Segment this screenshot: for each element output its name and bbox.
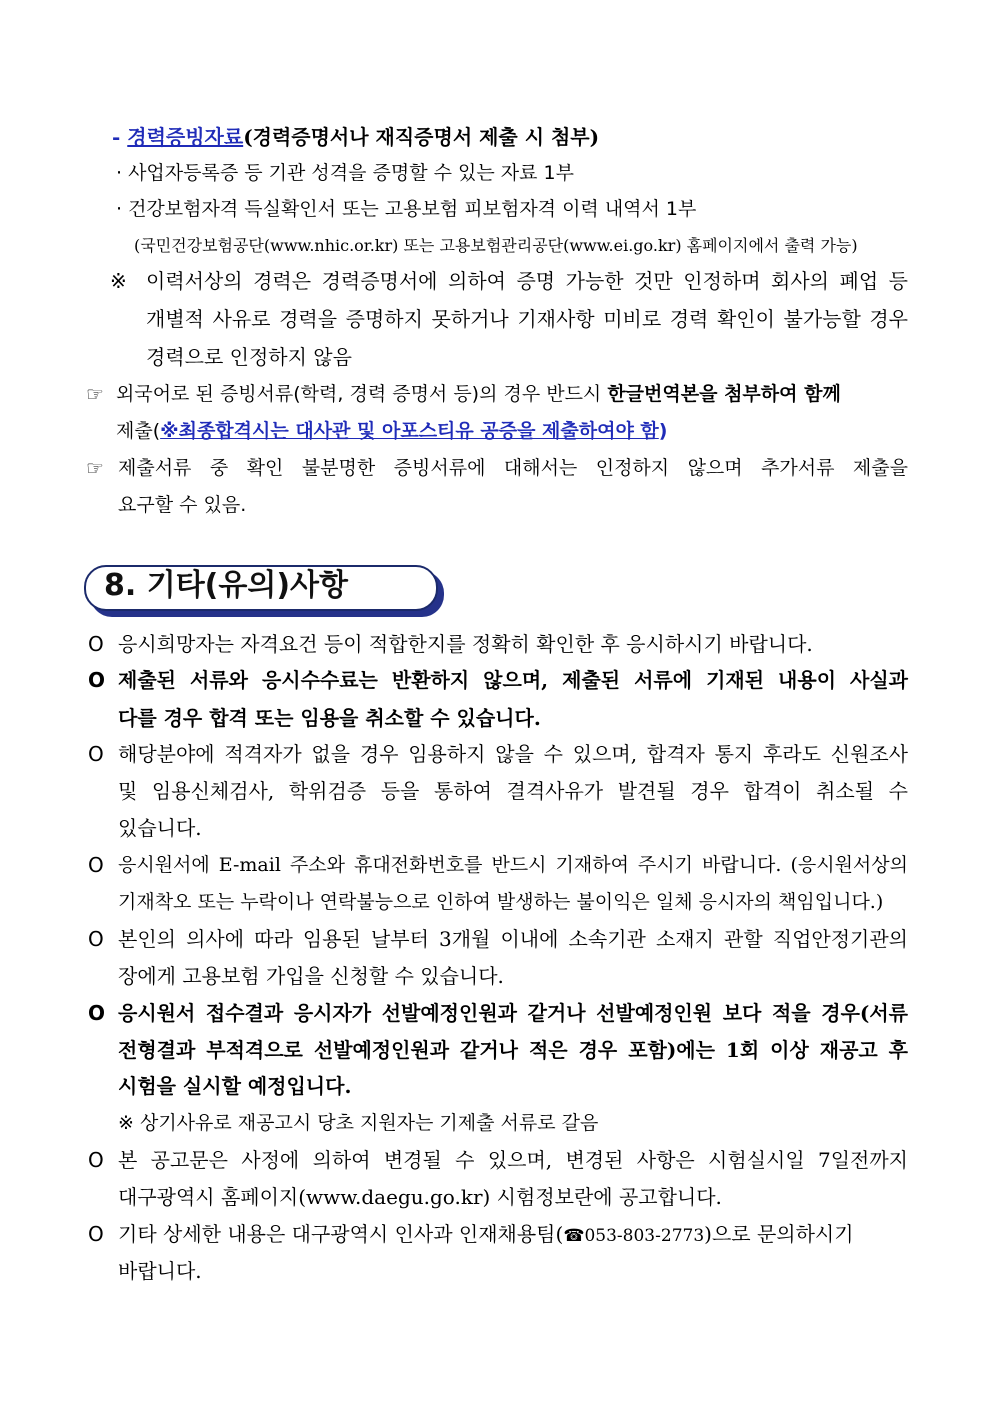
foreign-docs-text: 외국어로 된 증빙서류(학력, 경력 증명서 등)의 경우 반드시 <box>116 383 608 405</box>
bullet-icon: O <box>88 742 104 766</box>
note-7-line-2: 대구광역시 홈페이지(www.daegu.go.kr) 시험정보란에 공고합니다. <box>118 1185 722 1209</box>
note-2-line-2: 다를 경우 합격 또는 임용을 취소할 수 있습니다. <box>118 706 541 730</box>
foreign-docs-line-1 <box>116 381 908 407</box>
career-note-line-3: 경력으로 인정하지 않음 <box>146 345 352 369</box>
note-6-line-1: 응시원서 접수결과 응시자가 선발예정인원과 같거나 선발예정인원 보다 적을 경우(서류 <box>118 1001 908 1025</box>
insurance-history-line: · 건강보험자격 득실확인서 또는 고용보험 피보험자격 이력 내역서 1부 <box>116 198 697 220</box>
note-4-line-2: 기재착오 또는 누락이나 연락불능으로 인하여 발생하는 불이익은 일체 응시자의 책임입니다.) <box>118 891 884 913</box>
note-6-line-3: 시험을 실시할 예정입니다. <box>118 1074 352 1098</box>
note-7-line-1: 본 공고문은 사정에 의하여 변경될 수 있으며, 변경된 사항은 시험실시일 7일전까지 <box>118 1148 908 1172</box>
career-note-line-1: 이력서상의 경력은 경력증명서에 의하여 증명 가능한 것만 인정하며 회사의 폐업 등 <box>146 269 908 293</box>
note-4-line-1: 응시원서에 E-mail 주소와 휴대전화번호를 반드시 기재하여 주시기 바랍니다. (응시원서상의 <box>118 854 908 876</box>
note-3-line-3: 있습니다. <box>118 816 202 840</box>
bullet-icon: O <box>88 853 104 877</box>
pointing-hand-icon: ☞ <box>86 382 104 406</box>
note-6-line-2: 전형결과 부적격으로 선발예정인원과 같거나 적은 경우 포함)에는 1회 이상 재공고 후 <box>118 1038 908 1062</box>
close-paren: ) <box>658 420 668 442</box>
contact-text: 기타 상세한 내용은 대구광역시 인사과 인재채용팀( <box>118 1222 564 1246</box>
evidence-line <box>112 124 599 150</box>
note-5-line-2: 장에게 고용보험 가입을 신청할 수 있습니다. <box>118 964 504 988</box>
section-heading: 8. 기타(유의)사항 <box>104 568 349 603</box>
note-3-line-1: 해당분야에 적격자가 없을 경우 임용하지 않을 수 있으며, 합격자 통지 후라도 신원조사 <box>118 742 908 766</box>
career-evidence-link[interactable]: 경력증빙자료 <box>127 125 244 149</box>
note-8-line-1 <box>118 1221 908 1249</box>
contact-text-end: )으로 문의하시기 <box>704 1222 854 1246</box>
note-2-line-1: 제출된 서류와 응시수수료는 반환하지 않으며, 제출된 서류에 기재된 내용이 사실과 <box>118 668 908 692</box>
bullet-icon: O <box>88 1148 104 1172</box>
bullet-icon: O <box>88 668 106 692</box>
print-source-line: (국민건강보험공단(www.nhic.or.kr) 또는 고용보험관리공단(www.ei.go.kr) 홈페이지에서 출력 가능) <box>134 236 858 255</box>
note-5-line-1: 본인의 의사에 따라 임용된 날부터 3개월 이내에 소속기관 소재지 관할 직업안정기관의 <box>118 927 908 951</box>
apostille-note: ※최종합격시는 대사관 및 아포스티유 공증을 제출하여야 함 <box>160 420 659 442</box>
bullet-icon: O <box>88 632 104 656</box>
submit-label: 제출( <box>116 420 161 442</box>
pointing-hand-icon: ☞ <box>86 456 104 480</box>
dash: - <box>112 125 128 149</box>
reference-mark: ※ <box>110 269 127 293</box>
unclear-docs-line-2: 요구할 수 있음. <box>118 494 247 516</box>
translation-required: 한글번역본을 첨부하여 함께 <box>607 383 841 405</box>
note-1: 응시희망자는 자격요건 등이 적합한지를 정확히 확인한 후 응시하시기 바랍니다. <box>118 632 813 656</box>
note-6-reference: ※ 상기사유로 재공고시 당초 지원자는 기제출 서류로 갈음 <box>118 1112 599 1134</box>
career-note-line-2: 개별적 사유로 경력을 증명하지 못하거나 기재사항 미비로 경력 확인이 불가능할 경우 <box>146 307 908 331</box>
bullet-icon: O <box>88 927 104 951</box>
business-registration-line: · 사업자등록증 등 기관 성격을 증명할 수 있는 자료 1부 <box>116 162 574 184</box>
note-3-line-2: 및 임용신체검사, 학위검증 등을 통하여 결격사유가 발견될 경우 합격이 취소될 수 <box>118 779 908 803</box>
foreign-docs-line-2 <box>116 418 667 444</box>
unclear-docs-line-1: 제출서류 중 확인 불분명한 증빙서류에 대해서는 인정하지 않으며 추가서류 제출을 <box>118 457 908 479</box>
phone-number[interactable]: ☎053-803-2773 <box>563 1226 705 1246</box>
bullet-icon: O <box>88 1222 104 1246</box>
note-8-line-2: 바랍니다. <box>118 1259 202 1283</box>
bullet-icon: O <box>88 1001 106 1025</box>
career-evidence-note: (경력증명서나 재직증명서 제출 시 첨부) <box>243 125 600 149</box>
